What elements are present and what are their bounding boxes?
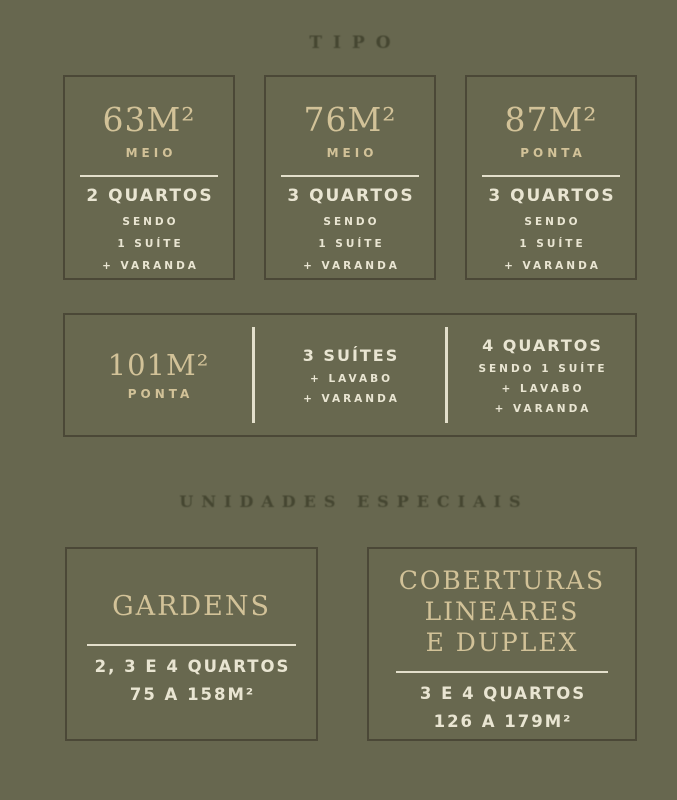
rooms-label: 2, 3 E 4 QUARTOS	[94, 657, 291, 676]
rooms-label: 3 SUÍTES	[302, 345, 400, 365]
wide-card-quartos-segment	[448, 315, 635, 435]
type-card-76m2	[264, 75, 436, 280]
type-card-87m2	[465, 75, 637, 280]
wide-card-area-segment	[65, 315, 252, 435]
position-label: PONTA	[520, 146, 586, 160]
rooms-label: 3 QUARTOS	[488, 186, 616, 206]
wide-card-suites-segment	[255, 315, 445, 435]
detail-line: 1 SUÍTE	[318, 238, 385, 250]
divider-line	[87, 644, 296, 646]
special-card-title	[399, 565, 605, 658]
detail-line: SENDO	[122, 216, 179, 228]
divider-line	[482, 175, 620, 177]
rooms-label: 2 QUARTOS	[86, 186, 214, 206]
detail-line: SENDO	[323, 216, 380, 228]
position-label: PONTA	[127, 387, 194, 401]
area-value: 87M²	[504, 100, 598, 139]
type-card-63m2	[63, 75, 235, 280]
detail-line: + VARANDA	[102, 260, 199, 272]
area-value: 101M²	[107, 348, 210, 382]
area-range-label: 75 A 158M²	[129, 685, 256, 704]
detail-line: + VARANDA	[303, 392, 400, 405]
special-card-gardens	[65, 547, 318, 741]
position-label: MEIO	[125, 146, 177, 160]
section-title-tipo: TIPO	[309, 33, 402, 53]
special-card-coberturas	[367, 547, 637, 741]
detail-line: + VARANDA	[494, 402, 592, 415]
rooms-label: 3 QUARTOS	[287, 186, 415, 206]
type-card-101m2	[63, 313, 637, 437]
detail-line: + LAVABO	[501, 382, 585, 395]
detail-line: SENDO 1 SUÍTE	[478, 362, 608, 375]
section-title-unidades-especiais: UNIDADES ESPECIAIS	[179, 492, 529, 511]
detail-line: 1 SUÍTE	[519, 238, 586, 250]
title-line: COBERTURAS	[398, 566, 606, 595]
title-line: LINEARES	[424, 597, 580, 626]
detail-line: SENDO	[524, 216, 581, 228]
detail-line: 1 SUÍTE	[117, 238, 184, 250]
divider-line	[80, 175, 218, 177]
rooms-label: 4 QUARTOS	[482, 335, 603, 355]
special-card-title: GARDENS	[112, 591, 271, 622]
area-value: 63M²	[102, 100, 196, 139]
divider-line	[396, 671, 609, 673]
area-range-label: 126 A 179M²	[433, 712, 573, 731]
detail-line: + LAVABO	[309, 372, 394, 385]
area-value: 76M²	[303, 100, 397, 139]
position-label: MEIO	[326, 146, 378, 160]
divider-line	[281, 175, 419, 177]
detail-line: + VARANDA	[303, 260, 400, 272]
rooms-label: 3 E 4 QUARTOS	[419, 684, 587, 703]
title-line: E DUPLEX	[425, 628, 579, 657]
detail-line: + VARANDA	[504, 260, 601, 272]
